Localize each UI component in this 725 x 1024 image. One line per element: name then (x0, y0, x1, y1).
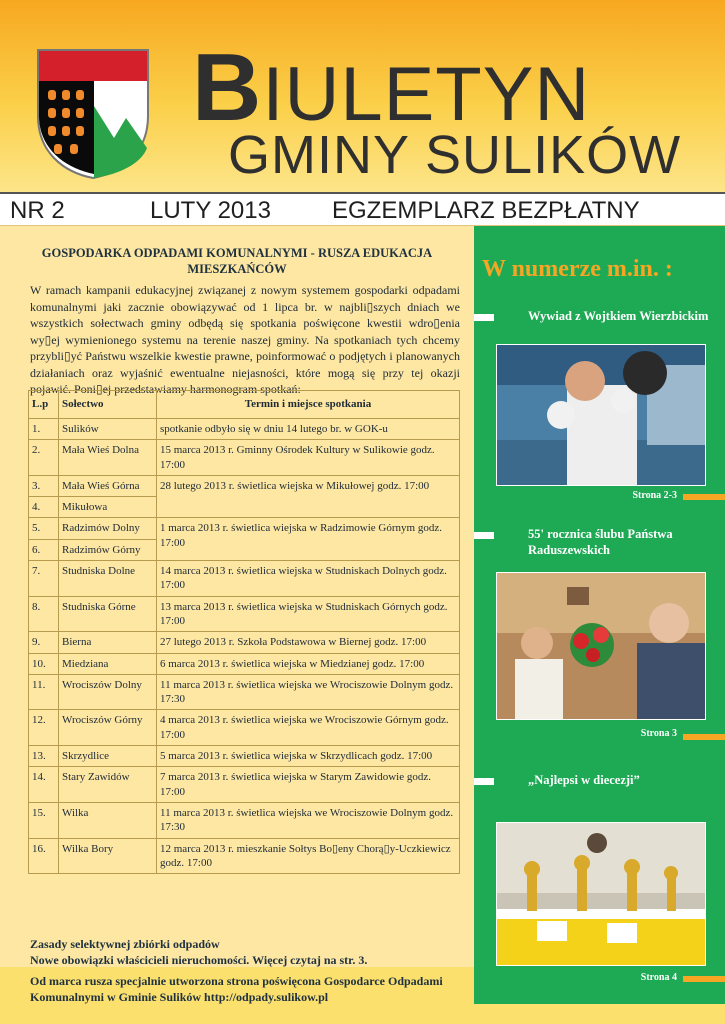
cell-lp: 14. (29, 767, 59, 803)
table-row (29, 518, 460, 539)
footer-strip (474, 1004, 725, 1024)
cell-lp: 13. (29, 746, 59, 767)
table-row (29, 596, 460, 632)
cell-solectwo: Mała Wieś Dolna (59, 440, 157, 476)
article-title: GOSPODARKA ODPADAMI KOMUNALNYMI - RUSZA EDUKACJA MIESZKAŃCÓW (41, 246, 433, 276)
website-note-text: Od marca rusza specjalnie utworzona strona poświęcona Gospodarce Odpadami Komunalnymi w Gminie Sulików http://odpady.sulikow.pl (30, 974, 443, 1005)
cell-lp: 1. (29, 419, 59, 440)
sidebar-title: W numerze m.in. : (482, 256, 673, 282)
cell-solectwo: Mikułowa (59, 497, 157, 518)
cell-solectwo: Miedziana (59, 653, 157, 674)
cell-termin: 4 marca 2013 r. świetlica wiejska we Wrociszowie Górnym godz. 17:00 (157, 710, 460, 746)
article-footer-line-1: Zasady selektywnej zbiórki odpadów (30, 937, 220, 951)
website-note (0, 967, 474, 1024)
cell-lp: 10. (29, 653, 59, 674)
cell-termin: 28 lutego 2013 r. świetlica wiejska w Mikułowej godz. 17:00 (157, 475, 460, 518)
cell-solectwo: Studniska Górne (59, 596, 157, 632)
cell-termin: 12 marca 2013 r. mieszkanie Sołtys Bo▯eny Chorą▯y-Uczkiewicz godz. 17:00 (157, 838, 460, 874)
cell-lp: 11. (29, 674, 59, 710)
table-row (29, 440, 460, 476)
cell-termin: spotkanie odbyło się w dniu 14 lutego br. w GOK-u (157, 419, 460, 440)
cell-termin: 11 marca 2013 r. świetlica wiejska we Wrociszowie Dolnym godz. 17:30 (157, 802, 460, 838)
boxer-photo (496, 344, 706, 486)
table-row (29, 838, 460, 874)
cell-lp: 6. (29, 539, 59, 560)
cell-lp: 7. (29, 561, 59, 597)
article-body: W ramach kampanii edukacyjnej związanej z nowym systemem gospodarki odpadami komunalnymi jaki zacznie obowiązywać od 1 lipca br. w najbli▯szych dniach we wszystkich sołectwach gminy odbędą się spotkania poświęcone kwestii wdro▯enia wy▯ej wymienionego systemu na terenie naszej gminy. Na spotkaniach tych chcemy przybli▯yć Państwu wszelkie kwestie prawne, poinformować o podjętych i planowanych działaniach oraz wyjaśnić ewentualne niejasności, które mogą się przy tej okazji pojawić. Poni▯ej przedstawiamy harmonogram spotkań: (30, 283, 460, 397)
masthead-subtitle: GMINY SULIKÓW (228, 125, 682, 185)
cell-solectwo: Wilka (59, 802, 157, 838)
trophies-photo (496, 822, 706, 966)
issue-number: NR 2 (10, 197, 65, 224)
masthead (0, 0, 725, 192)
main-article (0, 226, 474, 967)
orange-marker (683, 494, 725, 500)
meeting-schedule-table (28, 390, 460, 874)
cell-solectwo: Studniska Dolne (59, 561, 157, 597)
masthead-title (192, 34, 591, 141)
tab-marker (474, 314, 494, 321)
cell-lp: 15. (29, 802, 59, 838)
article-footer-line-2: Nowe obowiązki właścicieli nieruchomości. Więcej czytaj na str. 3. (30, 952, 368, 967)
col-header-termin: Termin i miejsce spotkania (157, 391, 460, 419)
cell-lp: 4. (29, 497, 59, 518)
masthead-title-rest: IULETYN (262, 52, 591, 137)
cell-solectwo: Radzimów Dolny (59, 518, 157, 539)
col-header-lp: L.p (29, 391, 59, 419)
cell-lp: 2. (29, 440, 59, 476)
cell-solectwo: Wilka Bory (59, 838, 157, 874)
coat-of-arms-logo (34, 46, 152, 180)
col-header-solectwo: Sołectwo (59, 391, 157, 419)
sidebar-item-interview-page: Strona 2-3 (632, 490, 677, 501)
cell-lp: 3. (29, 475, 59, 496)
orange-marker (683, 976, 725, 982)
cell-termin: 11 marca 2013 r. świetlica wiejska we Wrociszowie Dolnym godz. 17:30 (157, 674, 460, 710)
cell-solectwo: Stary Zawidów (59, 767, 157, 803)
table-row (29, 653, 460, 674)
cell-solectwo: Skrzydlice (59, 746, 157, 767)
cell-termin: 27 lutego 2013 r. Szkoła Podstawowa w Biernej godz. 17:00 (157, 632, 460, 653)
sidebar-item-anniversary-heading: 55' rocznica ślubu Państwa Raduszewskich (528, 527, 673, 558)
cell-termin: 6 marca 2013 r. świetlica wiejska w Miedzianej godz. 17:00 (157, 653, 460, 674)
cell-lp: 5. (29, 518, 59, 539)
cell-solectwo: Sulików (59, 419, 157, 440)
sidebar-item-anniversary-page: Strona 3 (640, 728, 677, 739)
sidebar-item-interview-heading: Wywiad z Wojtkiem Wierzbickim (528, 309, 709, 323)
cell-lp: 12. (29, 710, 59, 746)
orange-marker (683, 734, 725, 740)
table-row (29, 802, 460, 838)
sidebar-item-diocese-page: Strona 4 (640, 972, 677, 983)
table-row (29, 632, 460, 653)
cell-termin: 15 marca 2013 r. Gminny Ośrodek Kultury w Sulikowie godz. 17:00 (157, 440, 460, 476)
cell-termin: 14 marca 2013 r. świetlica wiejska w Studniskach Dolnych godz. 17:00 (157, 561, 460, 597)
sidebar-item-diocese-heading: „Najlepsi w diecezji” (528, 773, 640, 787)
cell-termin: 5 marca 2013 r. świetlica wiejska w Skrzydlicach godz. 17:00 (157, 746, 460, 767)
cell-solectwo: Radzimów Górny (59, 539, 157, 560)
boxer-photo-image (497, 345, 706, 486)
tab-marker (474, 532, 494, 539)
cell-lp: 9. (29, 632, 59, 653)
masthead-title-initial: B (192, 34, 263, 141)
cell-lp: 16. (29, 838, 59, 874)
cell-solectwo: Wrociszów Dolny (59, 674, 157, 710)
table-row (29, 419, 460, 440)
table-row (29, 746, 460, 767)
table-row (29, 767, 460, 803)
tab-marker (474, 778, 494, 785)
table-row (29, 561, 460, 597)
in-this-issue-sidebar (474, 226, 725, 1004)
cell-termin: 1 marca 2013 r. świetlica wiejska w Radzimowie Górnym godz. 17:00 (157, 518, 460, 561)
cell-termin: 13 marca 2013 r. świetlica wiejska w Studniskach Górnych godz. 17:00 (157, 596, 460, 632)
trophies-photo-image (497, 823, 706, 966)
issue-strip (0, 192, 725, 226)
table-row (29, 710, 460, 746)
issue-date: LUTY 2013 (150, 197, 271, 224)
cell-solectwo: Mała Wieś Górna (59, 475, 157, 496)
cell-termin: 7 marca 2013 r. świetlica wiejska w Starym Zawidowie godz. 17:00 (157, 767, 460, 803)
article-footer (30, 937, 460, 968)
anniversary-photo-image (497, 573, 706, 720)
table-header-row (29, 391, 460, 419)
table-row (29, 475, 460, 496)
cell-solectwo: Bierna (59, 632, 157, 653)
anniversary-photo (496, 572, 706, 720)
issue-free-note: EGZEMPLARZ BEZPŁATNY (332, 197, 640, 224)
cell-lp: 8. (29, 596, 59, 632)
cell-solectwo: Wrociszów Górny (59, 710, 157, 746)
table-row (29, 674, 460, 710)
